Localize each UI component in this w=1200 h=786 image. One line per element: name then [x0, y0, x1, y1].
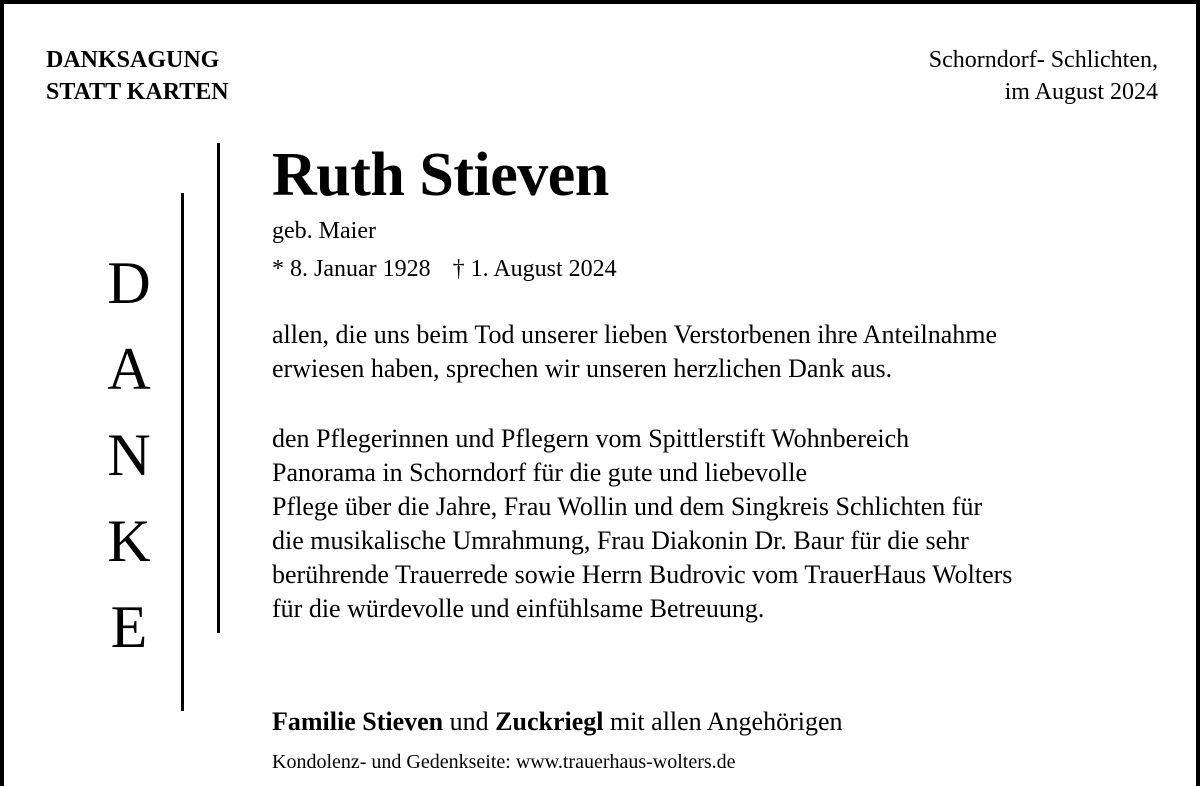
text-line: Pflege über die Jahre, Frau Wollin und dem Singkreis Schlichten für	[272, 492, 983, 521]
text-line: die musikalische Umrahmung, Frau Diakonin Dr. Baur für die sehr	[272, 526, 969, 555]
text-line: allen, die uns beim Tod unserer lieben Verstorbenen ihre Anteilnahme	[272, 320, 998, 349]
danke-letter: K	[107, 508, 151, 574]
divider-line-right	[217, 143, 220, 633]
header-left	[46, 44, 229, 108]
thanks-paragraph-1	[272, 318, 1172, 386]
date: im August 2024	[1004, 79, 1158, 105]
thanks-paragraph-2	[272, 422, 1172, 626]
danke-vertical	[86, 240, 172, 670]
text-line: den Pflegerinnen und Pflegern vom Spittlerstift Wohnbereich	[272, 424, 910, 453]
death-date: † 1. August 2024	[452, 256, 617, 282]
birth-date: * 8. Januar 1928	[272, 256, 431, 282]
header-title: DANKSAGUNG	[46, 47, 220, 73]
signature-rest: mit allen Angehörigen	[609, 707, 843, 736]
text-line: berührende Trauerrede sowie Herrn Budrovic vom TrauerHaus Wolters	[272, 560, 1013, 589]
text-line: erwiesen haben, sprechen wir unseren herzlichen Dank aus.	[272, 354, 893, 383]
deceased-name: Ruth Stieven	[272, 141, 609, 209]
birth-name: geb. Maier	[272, 218, 376, 244]
signature-und: und	[449, 707, 489, 736]
text-line: Panorama in Schorndorf für die gute und liebevolle	[272, 458, 808, 487]
header-right	[929, 44, 1158, 108]
danke-letter: N	[107, 422, 151, 488]
life-dates	[272, 254, 617, 284]
danke-letter: E	[110, 594, 148, 660]
danke-letter: D	[107, 250, 151, 316]
divider-line-left	[181, 193, 184, 711]
condolence-website: Kondolenz- und Gedenkseite: www.trauerhaus-wolters.de	[272, 751, 736, 773]
header-subtitle: STATT KARTEN	[46, 79, 229, 105]
danke-letter: A	[107, 336, 151, 402]
place: Schorndorf- Schlichten,	[928, 47, 1158, 73]
text-line: für die würdevolle und einfühlsame Betreuung.	[272, 594, 765, 623]
family-name-1: Familie Stieven	[272, 707, 444, 736]
signature	[272, 705, 843, 739]
family-name-2: Zuckriegl	[495, 707, 604, 736]
